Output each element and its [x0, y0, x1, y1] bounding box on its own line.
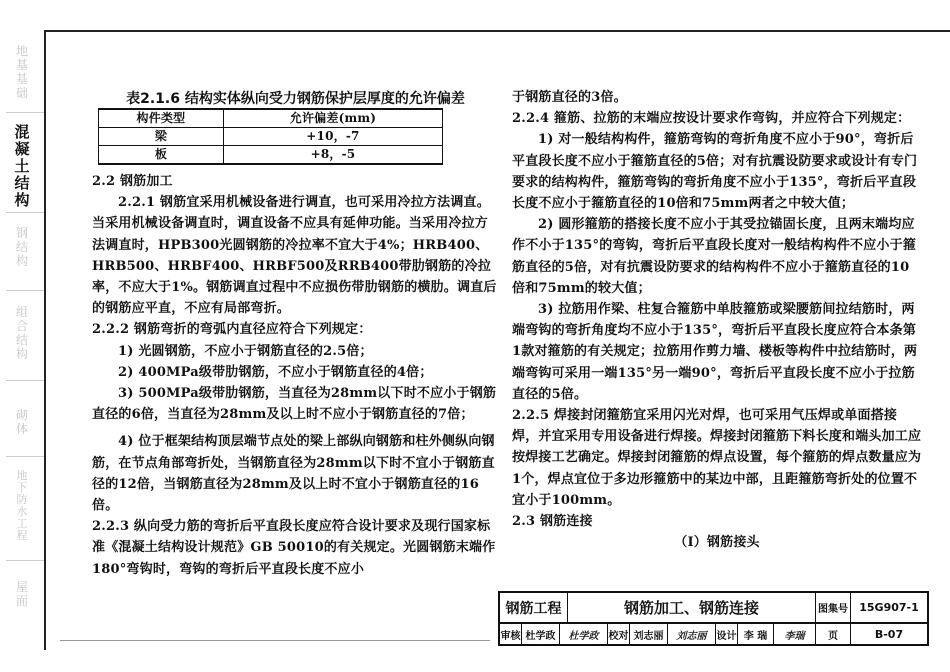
- table-cell: 梁: [99, 128, 224, 146]
- checker-name: 刘志丽: [630, 624, 668, 644]
- sidebar-item-label: 钢结构: [15, 226, 28, 268]
- sidebar-item-steel[interactable]: [0, 226, 44, 268]
- list-item: 2) 400MPa级带肋钢筋，不应小于钢筋直径的4倍；: [118, 364, 433, 380]
- reviewer-signature: 杜学政: [560, 624, 608, 644]
- table-row: [99, 146, 443, 165]
- page-label: 页: [816, 624, 851, 644]
- sidebar-item-composite[interactable]: [0, 305, 44, 361]
- designer-signature: 李瑞: [774, 624, 816, 644]
- subsection-heading: （Ⅰ）钢筋接头: [674, 535, 760, 551]
- sidebar-divider: [6, 560, 44, 561]
- paragraph: 2.2.2 钢筋弯折的弯弧内直径应符合下列规定：: [92, 322, 372, 338]
- list-item: 1) 光圆钢筋，不应小于钢筋直径的2.5倍；: [118, 343, 373, 359]
- design-label: 设计: [716, 624, 738, 644]
- list-item: 3) 拉筋用作梁、柱复合箍筋中单肢箍筋或梁腰筋间拉结筋时，两端弯钩的弯折角度均不应小于135°，弯折后平直段长度应符合本条第1款对箍筋的有关规定；拉筋用作剪力墙、楼板等构件中拉结筋时，两端弯钩可采用一端135°另一端90°，弯折后平直段长度不应小于拉筋直径的5倍。: [512, 302, 918, 402]
- category-label: 钢筋工程: [500, 593, 568, 622]
- title-block-row: [498, 624, 929, 646]
- check-label: 校对: [608, 624, 630, 644]
- sidebar-item-underground-waterproofing[interactable]: [0, 470, 44, 542]
- sidebar-divider: [6, 212, 44, 213]
- bottom-rule: [60, 640, 490, 641]
- table-header-cell: 允许偏差(mm): [223, 109, 442, 128]
- left-column: [92, 108, 499, 580]
- paragraph: 2.2.3 纵向受力筋的弯折后平直段长度应符合设计要求及现行国家标准《混凝土结构设计规范》GB 50010的有关规定。光圆钢筋末端作180°弯钩时，弯钩的弯折后平直段长度不应小: [92, 519, 496, 577]
- atlas-number: 15G907-1: [859, 601, 919, 614]
- table-cell: 板: [99, 146, 224, 165]
- table-title: 表2.1.6 结构实体纵向受力钢筋保护层厚度的允许偏差: [126, 91, 465, 107]
- right-column: [512, 87, 922, 553]
- sidebar-item-roofing[interactable]: [0, 580, 44, 608]
- sidebar-item-label: 地基基础: [15, 44, 28, 100]
- sidebar-divider: [6, 290, 44, 291]
- sidebar-divider: [6, 380, 44, 381]
- sidebar-divider: [6, 112, 44, 113]
- tolerance-table: [98, 108, 443, 165]
- section-heading: 2.3 钢筋连接: [512, 514, 593, 530]
- frame-left-line: [44, 30, 46, 650]
- paragraph: 2.2.5 焊接封闭箍筋宜采用闪光对焊，也可采用气压焊或单面搭接焊，并宜采用专用设备进行焊接。焊接封闭箍筋下料长度和端头加工应按焊接工艺确定。焊接封闭箍筋的焊点设置，每个箍筋的焊点数量应为1个，焊点宜位于多边形箍筋中的某边中部，且距箍筋弯折处的位置不宜小于100mm。: [512, 408, 922, 508]
- table-cell: +10，-7: [223, 128, 442, 146]
- table-header-row: [99, 109, 443, 128]
- review-label: 审核: [500, 624, 522, 644]
- sidebar: [0, 0, 44, 672]
- sidebar-item-label: 混凝土结构: [14, 123, 30, 209]
- table-header-cell: 构件类型: [99, 109, 224, 128]
- page-number: B-07: [874, 627, 904, 641]
- paragraph: 于钢筋直径的3倍。: [512, 90, 627, 105]
- sidebar-item-masonry[interactable]: [0, 408, 44, 436]
- list-item: 1) 对一般结构构件，箍筋弯钩的弯折角度不应小于90°，弯折后平直段长度不应小于箍筋直径的5倍；对有抗震设防要求或设计有专门要求的结构构件，箍筋弯钩的弯折角度不应小于135°，弯折后平直段长度不应小于箍筋直径的10倍和75mm两者之中较大值；: [512, 132, 918, 212]
- table-cell: +8，-5: [223, 146, 442, 165]
- list-item: 4) 位于框架结构顶层端节点处的梁上部纵向钢筋和柱外侧纵向钢筋，在节点角部弯折处，当钢筋直径为28mm以下时不宜小于钢筋直径的12倍，当钢筋直径为28mm及以上时不宜小于钢筋直径的16倍。: [92, 434, 495, 514]
- list-item: 2) 圆形箍筋的搭接长度不应小于其受拉锚固长度，且两末端均应作不小于135°的弯钩，弯折后平直段长度对一般结构构件不应小于箍筋直径的5倍，对有抗震设防要求的结构构件不应小于箍筋直径的10倍和75mm的较大值；: [512, 217, 917, 296]
- sidebar-item-foundation[interactable]: [0, 44, 44, 100]
- sidebar-item-label: 屋面: [15, 580, 28, 608]
- paragraph: 2.2.1 钢筋宜采用机械设备进行调直，也可采用冷拉方法调直。当采用机械设备调直时，调直设备不应具有延伸功能。当采用冷拉方法调直时，HPB300光圆钢筋的冷拉率不宜大于4%；HRB400、HRB500、HRBF400、HRBF500及RRB400带肋钢筋的冷拉率，不应大于1%。钢筋调直过程中不应损伤带肋钢筋的横肋。调直后的钢筋应平直，不应有局部弯折。: [92, 195, 497, 317]
- drawing-title: 钢筋加工、钢筋连接: [568, 593, 816, 622]
- designer-name: 李 瑞: [738, 624, 774, 644]
- sidebar-item-label: 地下防水工程: [16, 469, 28, 542]
- checker-signature: 刘志丽: [668, 624, 716, 644]
- sidebar-item-label: 砌体: [15, 408, 28, 436]
- table-row: [99, 128, 443, 146]
- list-item: 3) 500MPa级带肋钢筋，当直径为28mm以下时不应小于钢筋直径的6倍，当直径为28mm及以上时不应小于钢筋直径的7倍；: [92, 386, 497, 423]
- sidebar-divider: [6, 456, 44, 457]
- reviewer-name: 杜学政: [522, 624, 560, 644]
- title-block: [498, 591, 929, 646]
- sidebar-item-concrete[interactable]: [0, 124, 44, 209]
- sidebar-item-label: 组合结构: [15, 305, 28, 361]
- frame-top-line: [44, 30, 950, 32]
- section-heading: 2.2 钢筋加工: [92, 174, 173, 189]
- paragraph: 2.2.4 箍筋、拉筋的末端应按设计要求作弯钩，并应符合下列规定：: [512, 111, 911, 127]
- atlas-number-label: 图集号: [816, 593, 851, 622]
- title-block-row: [498, 591, 929, 624]
